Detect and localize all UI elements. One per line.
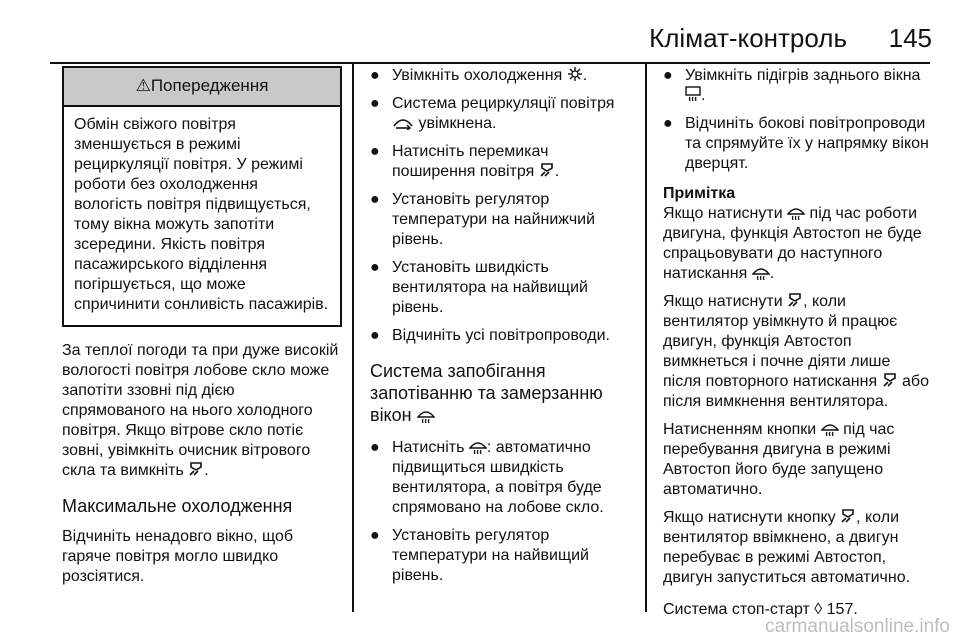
list-item-end: . bbox=[554, 163, 560, 180]
page-header-title: Клімат-контроль bbox=[649, 23, 847, 53]
ac-snowflake-icon bbox=[567, 66, 583, 82]
column-1 bbox=[62, 66, 342, 587]
note-paragraph bbox=[663, 420, 931, 500]
defrost-icon bbox=[787, 204, 805, 220]
bullet-icon: ● bbox=[370, 259, 380, 276]
recirculation-icon bbox=[392, 116, 414, 130]
note-paragraph bbox=[663, 508, 931, 588]
column-divider-1 bbox=[352, 62, 354, 612]
note-text: , коли вентилятор увімкнуто й працює двигун, функція Автостоп вимкнеться і почне діяти лише після повторного натискання bbox=[663, 293, 898, 390]
heading-max-cooling: Максимальне охолодження bbox=[62, 496, 293, 516]
list-item bbox=[370, 94, 635, 134]
list-item-text: Установіть регулятор температури на найнижчий рівень. bbox=[392, 191, 596, 248]
paragraph-max-cooling: Відчиніть ненадовго вікно, щоб гаряче повітря могло швидко розсіятися. bbox=[62, 528, 294, 585]
warning-heading: Попередження bbox=[150, 76, 269, 95]
list-item-text: Натисніть bbox=[392, 439, 465, 456]
note-text: , коли вентилятор ввімкнено, а двигун перебуває в режимі Автостоп, двигун запуститься автоматично. bbox=[663, 509, 911, 586]
warning-box bbox=[62, 66, 342, 327]
note-text: Натисненням кнопки bbox=[663, 421, 817, 438]
list-item-text: Увімкніть охолодження bbox=[392, 67, 563, 84]
bullet-icon: ● bbox=[663, 115, 673, 132]
note-text: під час роботи двигуна, функція Автостоп не буде спрацьовувати до наступного натискання bbox=[663, 205, 922, 282]
note-text: Якщо натиснути bbox=[663, 205, 783, 222]
column-divider-2 bbox=[645, 62, 647, 612]
warning-text: Обмін свіжого повітря зменшується в режимі рециркуляції повітря. У режимі роботи без охолодження вологість повітря підвищується, тому вікна можуть запотіти зсередини. Якість повітря пасажирського відділення погіршується, що може спричинити сонливість пасажирів. bbox=[74, 116, 329, 313]
list-item bbox=[370, 66, 635, 86]
paragraph-fogging-text: За теплої погоди та при дуже високій вологості повітря лобове скло може запотіти ззовні під дією спрямованого на нього холодного повітря. Якщо вітрове скло потіє зовні, увімкніть очисник вітрового скла та вимкніть bbox=[62, 342, 339, 479]
list-item-end: увімкнена. bbox=[418, 115, 497, 132]
warning-header bbox=[64, 68, 340, 107]
note-text: або після вимкнення вентилятора. bbox=[663, 373, 929, 410]
list-item-end: . bbox=[701, 87, 706, 104]
air-distribution-icon bbox=[840, 508, 856, 524]
note-heading: Примітка bbox=[663, 185, 736, 202]
bullet-icon: ● bbox=[370, 95, 380, 112]
bullet-icon: ● bbox=[663, 67, 673, 84]
defrost-icon bbox=[821, 420, 839, 436]
note-paragraph bbox=[663, 292, 931, 412]
note-paragraph bbox=[663, 204, 931, 284]
warning-triangle-icon: ⚠ bbox=[135, 76, 151, 95]
header-rule bbox=[50, 62, 930, 64]
bullet-icon: ● bbox=[370, 191, 380, 208]
column-2 bbox=[370, 66, 635, 586]
air-distribution-icon bbox=[539, 162, 555, 178]
bullet-icon: ● bbox=[370, 439, 380, 456]
list-item-text-continued: : автоматично підвищиться швидкість вентилятора, а повітря буде спрямовано на лобове скло. bbox=[392, 439, 604, 516]
note-text: Якщо натиснути bbox=[663, 293, 783, 310]
bullet-icon: ● bbox=[370, 67, 380, 84]
list-item bbox=[370, 258, 635, 318]
bullet-icon: ● bbox=[370, 527, 380, 544]
xref-page-link[interactable]: 157. bbox=[826, 601, 858, 618]
defrost-icon bbox=[469, 438, 487, 454]
xref-arrow-icon: ◊ bbox=[814, 601, 823, 618]
list-item-text: Система рециркуляції повітря bbox=[392, 95, 615, 112]
list-item bbox=[370, 142, 635, 182]
list-item bbox=[370, 526, 635, 586]
list-item bbox=[370, 190, 635, 250]
watermark: carmanualsonline.info bbox=[765, 616, 950, 637]
list-item bbox=[370, 438, 635, 518]
rear-window-heat-icon bbox=[685, 86, 701, 102]
xref-text: Система стоп-старт bbox=[663, 601, 810, 618]
list-item-text: Увімкніть підігрів заднього вікна bbox=[685, 67, 921, 84]
list-item-text: Установіть швидкість вентилятора на найвищий рівень. bbox=[392, 259, 588, 316]
list-item-text: Натисніть перемикач поширення повітря bbox=[392, 143, 549, 180]
list-item bbox=[663, 114, 931, 174]
paragraph-fogging bbox=[62, 341, 342, 481]
air-distribution-icon bbox=[882, 372, 898, 388]
heading-demist bbox=[370, 360, 635, 426]
list-item-end: . bbox=[582, 67, 588, 84]
note-text: . bbox=[769, 265, 775, 282]
heading-demist-text: Система запобігання запотіванню та замерзанню вікон bbox=[370, 361, 603, 425]
note-text: Якщо натиснути кнопку bbox=[663, 509, 836, 526]
defrost-icon bbox=[417, 407, 435, 423]
list-item bbox=[370, 326, 635, 346]
note-text: під час перебування двигуна в режимі Автостоп його буде запущено автоматично. bbox=[663, 421, 895, 498]
defrost-icon bbox=[752, 264, 770, 280]
paragraph-fogging-end: . bbox=[204, 462, 209, 479]
list-item-text: Відчиніть бокові повітропроводи та спрямуйте їх у напрямку вікон дверцят. bbox=[685, 115, 929, 172]
list-item-text: Установіть регулятор температури на найвищий рівень. bbox=[392, 527, 589, 584]
air-distribution-icon bbox=[787, 292, 803, 308]
bullet-icon: ● bbox=[370, 143, 380, 160]
page-number: 145 bbox=[888, 23, 932, 53]
column-3 bbox=[663, 66, 931, 620]
bullet-icon: ● bbox=[370, 327, 380, 344]
air-distribution-icon bbox=[188, 461, 204, 477]
list-item-text: Відчиніть усі повітропроводи. bbox=[392, 327, 610, 344]
list-item bbox=[663, 66, 931, 106]
